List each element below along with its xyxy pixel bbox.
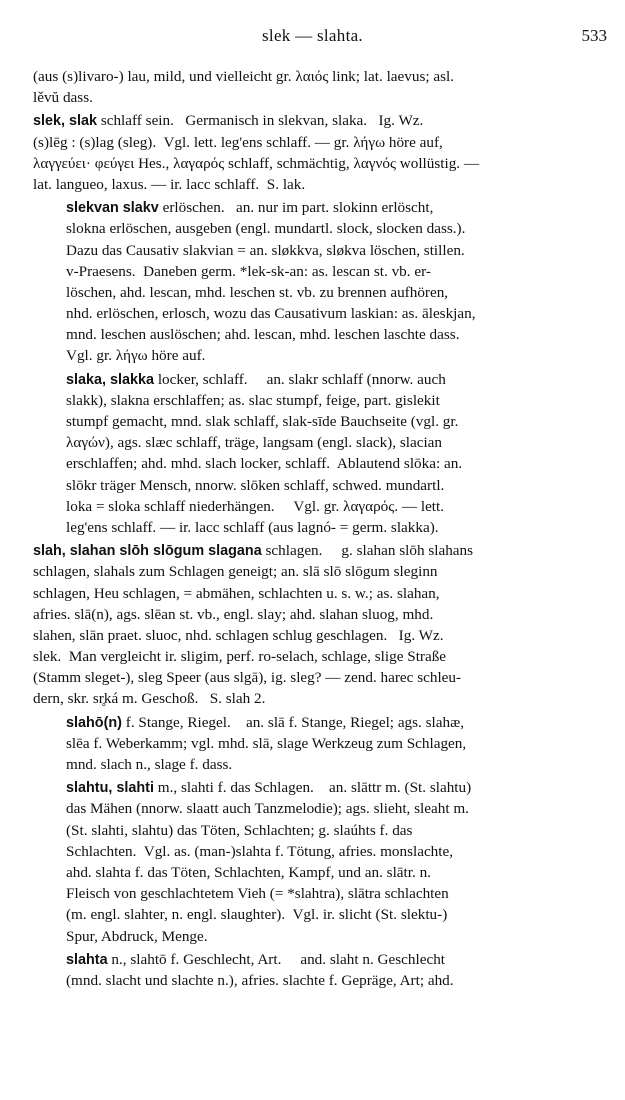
entry-text: schlagen, Heu schlagen, = abmähen, schlachten u. s. w.; as. slahan, <box>33 584 440 602</box>
entry-line <box>0 712 612 733</box>
entry-line <box>0 432 612 453</box>
entry-text: erschlaffen; ahd. mhd. slach locker, schlaff. Ablautend slōka: an. <box>66 455 463 473</box>
dictionary-entry <box>0 949 625 991</box>
entry-text: λαγών), ags. slæc schlaff, träge, langsam (engl. slack), slacian <box>66 434 443 452</box>
running-header <box>0 26 625 50</box>
entry-text: (Stamm sleget-), sleg Speer (aus slgā), ig. sleg? — zend. harec schleu- <box>33 669 462 687</box>
entry-line <box>0 604 608 625</box>
entry-line <box>0 970 612 991</box>
entry-line <box>0 820 612 841</box>
page-number: 533 <box>581 26 607 45</box>
entry-line <box>0 411 612 432</box>
entry-line <box>0 646 608 667</box>
entry-line <box>0 282 612 303</box>
entry-text: (mnd. slacht und slachte n.), afries. slachte f. Gepräge, Art; ahd. <box>66 971 454 989</box>
entry-line <box>0 733 612 754</box>
entry-line <box>0 496 612 517</box>
entry-line <box>0 218 612 239</box>
entry-text: Dazu das Causativ slakvian = an. sløkkva, sløkva löschen, stillen. <box>66 241 465 259</box>
dictionary-entry <box>0 197 625 367</box>
entry-line <box>0 688 608 709</box>
entry-text: f. Stange, Riegel. an. slā f. Stange, Riegel; ags. slahæ, <box>121 713 465 731</box>
entry-text: (aus (s)livaro-) lau, mild, und vielleicht gr. λαιός link; lat. laevus; asl. <box>33 68 455 85</box>
entry-line <box>0 87 608 108</box>
dictionary-entry <box>0 540 625 710</box>
entry-line <box>0 197 612 218</box>
entry-line <box>0 667 608 688</box>
entry-line <box>0 66 608 87</box>
dictionary-entry <box>0 369 625 539</box>
entry-text: slōkr träger Mensch, nnorw. slōken schlaff, schwed. mundartl. <box>66 476 445 494</box>
entry-text: (St. slahti, slahtu) das Töten, Schlachten; g. slaúhts f. das <box>66 821 413 839</box>
entry-text: ahd. slahta f. das Töten, Schlachten, Kampf, und an. slātr. n. <box>66 863 431 881</box>
entry-text: (m. engl. slahter, n. engl. slaughter). Vgl. ir. slicht (St. slektu-) <box>66 906 448 924</box>
entry-line <box>0 561 608 582</box>
dictionary-entry <box>0 712 625 776</box>
entry-text: leg'ens schlaff. — ir. lacc schlaff (aus lagnó- = germ. slakka). <box>66 518 439 536</box>
entry-line <box>0 540 608 561</box>
entry-headword: slek, slak <box>33 113 98 130</box>
entry-line <box>0 777 612 798</box>
entry-text: erlöschen. an. nur im part. slokinn erlöscht, <box>158 199 434 217</box>
entry-line <box>0 754 612 775</box>
entry-text: mnd. slach n., slage f. dass. <box>66 756 233 773</box>
dictionary-entry <box>0 110 625 195</box>
entry-line <box>0 345 612 366</box>
entry-text: m., slahti f. das Schlagen. an. slāttr m. (St. slahtu) <box>153 779 472 797</box>
entry-text: schlagen. g. slahan slōh slahans <box>261 542 474 560</box>
entry-text: mnd. leschen auslöschen; ahd. lescan, mhd. leschen laschte dass. <box>66 326 460 344</box>
entry-line <box>0 625 608 646</box>
dictionary-entry <box>0 777 625 947</box>
entry-text: schlaff sein. Germanisch in slekvan, slaka. Ig. Wz. <box>97 112 424 130</box>
entry-line <box>0 475 612 496</box>
entry-text: das Mähen (nnorw. slaatt auch Tanzmelodie); ags. slieht, sleaht m. <box>66 800 469 818</box>
entry-text: λαγγεύει· φεύγει Hes., λαγαρός schlaff, schmächtig, λαγνός wollüstig. — <box>33 154 480 172</box>
entry-text: Schlachten. Vgl. as. (man-)slahta f. Tötung, afries. monslachte, <box>66 842 454 860</box>
entry-text: lěvŭ dass. <box>33 89 93 107</box>
entry-text: slahen, slān praet. sluoc, nhd. schlagen schlug geschlagen. Ig. Wz. <box>33 626 444 644</box>
entry-headword: slah, slahan slōh slōgum slagana <box>33 543 262 560</box>
entry-line <box>0 798 612 819</box>
entry-line <box>0 110 608 131</box>
entry-text: Spur, Abdruck, Menge. <box>66 927 208 945</box>
entry-text: löschen, ahd. lescan, mhd. leschen st. vb. zu brennen aufhören, <box>66 283 449 301</box>
entry-text: stumpf gemacht, mnd. slak schlaff, slak-sīde Bauchseite (vgl. gr. <box>66 413 459 430</box>
entry-line <box>0 926 612 947</box>
entry-line <box>0 453 612 474</box>
entry-line <box>0 324 612 345</box>
entry-line <box>0 153 608 174</box>
entry-line <box>0 303 612 324</box>
entry-text: slēa f. Weberkamm; vgl. mhd. slā, slage Werkzeug zum Schlagen, <box>66 734 467 752</box>
entry-headword: slaka, slakka <box>66 371 155 388</box>
entry-text: slokna erlöschen, ausgeben (engl. mundartl. slock, slocken dass.). <box>66 220 466 238</box>
entry-line <box>0 132 608 153</box>
entry-text: n., slahtō f. Geschlecht, Art. and. slaht n. Geschlecht <box>107 950 446 968</box>
entry-text: afries. slā(n), ags. slēan st. vb., engl. slay; ahd. slahan sluog, mhd. <box>33 605 434 623</box>
entry-line <box>0 390 612 411</box>
entry-line <box>0 883 612 904</box>
entry-text: dern, skr. sr̥ká m. Geschoß. S. slah 2. <box>33 690 266 708</box>
entry-text: Fleisch von geschlachtetem Vieh (= *slahtra), slātra schlachten <box>66 885 449 903</box>
entry-text: lat. langueo, laxus. — ir. lacc schlaff. S. lak. <box>33 175 306 193</box>
entry-headword: slahō(n) <box>66 714 122 731</box>
entry-headword: slahta <box>66 951 108 968</box>
entry-line <box>0 240 612 261</box>
entry-line <box>0 841 612 862</box>
entry-line <box>0 517 612 538</box>
entry-line <box>0 369 612 390</box>
entry-line <box>0 583 608 604</box>
entry-line <box>0 904 612 925</box>
entry-line <box>0 174 608 195</box>
entry-line <box>0 261 612 282</box>
entry-text: locker, schlaff. an. slakr schlaff (nnorw. auch <box>154 370 446 388</box>
entry-text: v-Praesens. Daneben germ. *lek-sk-an: as. lescan st. vb. er- <box>66 262 431 280</box>
entry-text: (s)lēg : (s)lag (sleg). Vgl. lett. leg'ens schlaff. — gr. λήγω höre auf, <box>33 133 443 151</box>
entry-text: slek. Man vergleicht ir. sligim, perf. ro-selach, schlage, slige Straße <box>33 648 447 666</box>
entry-text: loka = sloka schlaff niederhängen. Vgl. gr. λαγαρός. — lett. <box>66 497 445 515</box>
entry-line <box>0 949 612 970</box>
dictionary-entry <box>0 66 625 108</box>
entries-list <box>0 66 625 993</box>
running-title: slek — slahta. <box>262 26 363 45</box>
entry-text: Vgl. gr. λήγω höre auf. <box>66 347 206 365</box>
entry-headword: slahtu, slahti <box>66 780 154 797</box>
entry-line <box>0 862 612 883</box>
entry-headword: slekvan slakv <box>66 200 159 217</box>
entry-text: schlagen, slahals zum Schlagen geneigt; an. slā slō slōgum sleginn <box>33 563 438 581</box>
entry-text: nhd. erlöschen, erlosch, wozu das Causativum laskian: as. āleskjan, <box>66 305 476 323</box>
entry-text: slakk), slakna erschlaffen; as. slac stumpf, feige, part. gislekit <box>66 391 440 409</box>
